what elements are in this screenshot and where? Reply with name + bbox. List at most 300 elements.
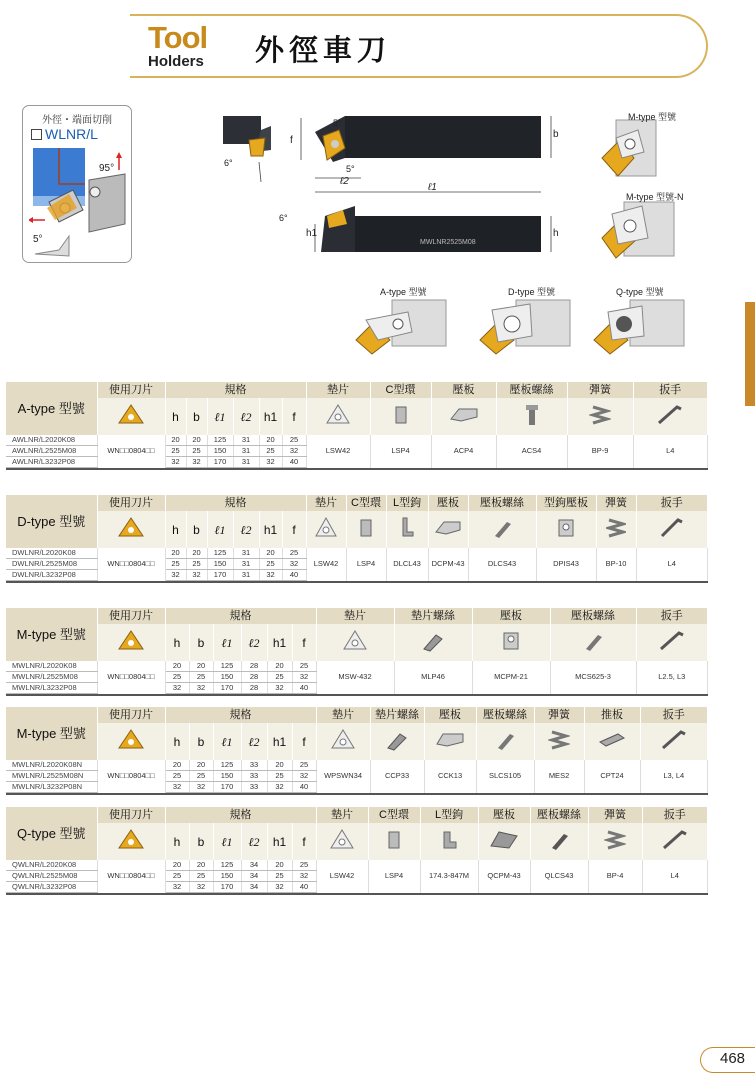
- part-code: MCS625-3: [550, 661, 636, 694]
- val: 32: [292, 672, 316, 683]
- col-part: 彈簧: [596, 495, 636, 511]
- shim-screw-icon: [370, 723, 424, 760]
- val: 125: [207, 548, 233, 559]
- val: 20: [259, 548, 282, 559]
- insert-icon: [97, 823, 165, 860]
- shim-icon: [316, 624, 394, 661]
- insert-icon: [97, 723, 165, 760]
- dim-h: h: [165, 398, 186, 435]
- dim-l1: ℓ1: [213, 624, 241, 661]
- val: 20: [165, 860, 189, 871]
- val: 33: [241, 782, 267, 793]
- clamp-icon: [424, 723, 476, 760]
- turning-diagram-icon: [29, 144, 127, 259]
- wrench-icon: [636, 511, 707, 548]
- model-code: QWLNR/L2525M08: [6, 871, 97, 882]
- val: 20: [165, 435, 186, 446]
- angle-95-label: 95°: [99, 163, 115, 174]
- table-rule: [6, 581, 708, 583]
- col-part: 壓板螺絲: [550, 608, 636, 624]
- wrench-icon: [640, 723, 707, 760]
- val: 28: [241, 661, 267, 672]
- spec-table-q-type: [6, 807, 708, 895]
- part-code: DPIS43: [536, 548, 596, 581]
- col-part: C型環: [346, 495, 386, 511]
- dim-b: b: [189, 823, 213, 860]
- col-part: 壓板螺絲: [468, 495, 536, 511]
- val: 20: [267, 760, 292, 771]
- col-part: 扳手: [636, 495, 707, 511]
- val: 32: [165, 882, 189, 893]
- val: 25: [267, 871, 292, 882]
- val: 125: [213, 661, 241, 672]
- part-code: L2.5, L3: [636, 661, 707, 694]
- part-code: CPT24: [584, 760, 640, 793]
- val: 25: [292, 860, 316, 871]
- col-spec: 規格: [165, 707, 316, 723]
- category-box: [22, 105, 132, 263]
- dim-l2: ℓ2: [241, 823, 267, 860]
- spec-table-d-type: [6, 495, 708, 583]
- dim-f: f: [292, 624, 316, 661]
- type-label: M-type 型號: [6, 707, 97, 760]
- insert-icon: [97, 511, 165, 548]
- col-part: 扳手: [636, 608, 707, 624]
- col-part: L型鉤: [420, 807, 478, 823]
- side-tab: [745, 302, 755, 406]
- val: 125: [213, 760, 241, 771]
- col-part: 彈簧: [534, 707, 584, 723]
- val: 34: [241, 871, 267, 882]
- val: 32: [186, 570, 207, 581]
- val: 25: [186, 559, 207, 570]
- shim-screw-icon: [394, 624, 472, 661]
- holder-engraving: MWLNR2525M08: [420, 239, 476, 246]
- col-insert: 使用刀片: [97, 608, 165, 624]
- table-rule: [6, 694, 708, 696]
- val: 20: [165, 760, 189, 771]
- clamp-icon: [478, 823, 530, 860]
- val: 32: [267, 882, 292, 893]
- val: 20: [267, 661, 292, 672]
- callout-q-type: Q-type 型號: [616, 287, 664, 297]
- part-code: WPSWN34: [316, 760, 370, 793]
- insert-code: WN□□0804□□: [97, 548, 165, 581]
- dim-l1: ℓ1: [213, 723, 241, 760]
- val: 32: [165, 570, 186, 581]
- col-part: 扳手: [633, 382, 707, 398]
- dim-f: f: [292, 823, 316, 860]
- val: 20: [165, 661, 189, 672]
- val: 25: [165, 446, 186, 457]
- type-label: A-type 型號: [6, 382, 97, 435]
- col-insert: 使用刀片: [97, 707, 165, 723]
- val: 20: [186, 548, 207, 559]
- val: 20: [189, 760, 213, 771]
- part-code: SLCS105: [476, 760, 534, 793]
- val: 32: [259, 457, 282, 468]
- part-code: BP-10: [596, 548, 636, 581]
- clamp-screw-icon: [476, 723, 534, 760]
- val: 170: [207, 570, 233, 581]
- category-code-text: WLNR/L: [45, 126, 98, 142]
- c-ring-icon: [346, 511, 386, 548]
- part-code: ACP4: [431, 435, 496, 468]
- dim-f: f: [282, 398, 306, 435]
- val: 170: [213, 683, 241, 694]
- col-part: 扳手: [640, 707, 707, 723]
- val: 25: [165, 871, 189, 882]
- dim-h1: h1: [267, 624, 292, 661]
- dim-f: f: [292, 723, 316, 760]
- val: 33: [241, 760, 267, 771]
- shim-icon: [316, 723, 370, 760]
- val: 25: [267, 672, 292, 683]
- callout-m-type-n: M-type 型號-N: [626, 192, 684, 202]
- val: 125: [207, 435, 233, 446]
- val: 32: [186, 457, 207, 468]
- dim-h1: h1: [267, 823, 292, 860]
- holder-dimension-drawing: [215, 100, 575, 270]
- col-part: 壓板螺絲: [530, 807, 588, 823]
- callout-m-type: M-type 型號: [628, 112, 677, 122]
- model-code: MWLNR/L2525M08N: [6, 771, 97, 782]
- val: 20: [165, 548, 186, 559]
- shim-icon: [316, 823, 368, 860]
- dim-h1-label: h1: [306, 228, 318, 239]
- val: 32: [282, 559, 306, 570]
- table-rule: [6, 893, 708, 895]
- part-code: QLCS43: [530, 860, 588, 893]
- category-caption: 外徑・端面切削: [42, 115, 112, 126]
- part-code: MCPM-21: [472, 661, 550, 694]
- checkbox-icon: [31, 129, 42, 140]
- col-part: 彈簧: [588, 807, 642, 823]
- val: 20: [189, 860, 213, 871]
- push-plate-icon: [584, 723, 640, 760]
- val: 32: [165, 782, 189, 793]
- dim-l2: ℓ2: [233, 398, 259, 435]
- dim-l1-label: ℓ1: [428, 182, 437, 193]
- brand-tool: Tool: [148, 20, 208, 55]
- clamp-screw-icon: [468, 511, 536, 548]
- col-part: 扳手: [642, 807, 707, 823]
- col-part: C型環: [370, 382, 431, 398]
- callout-d-type: D-type 型號: [508, 287, 556, 297]
- part-code: 174.3-847M: [420, 860, 478, 893]
- val: 32: [267, 782, 292, 793]
- col-part: 壓板螺絲: [496, 382, 567, 398]
- dim-h: h: [165, 723, 189, 760]
- part-code: L4: [633, 435, 707, 468]
- val: 31: [233, 570, 259, 581]
- val: 25: [189, 672, 213, 683]
- model-code: DWLNR/L3232P08: [6, 570, 97, 581]
- shim-icon: [306, 398, 370, 435]
- part-code: ACS4: [496, 435, 567, 468]
- dim-b: b: [189, 624, 213, 661]
- val: 150: [207, 446, 233, 457]
- part-code: CCP33: [370, 760, 424, 793]
- insert-code: WN□□0804□□: [97, 435, 165, 468]
- val: 40: [282, 457, 306, 468]
- model-code: DWLNR/L2525M08: [6, 559, 97, 570]
- model-code: AWLNR/L3232P08: [6, 457, 97, 468]
- val: 31: [233, 548, 259, 559]
- val: 150: [213, 871, 241, 882]
- model-code: QWLNR/L3232P08: [6, 882, 97, 893]
- spring-icon: [588, 823, 642, 860]
- col-insert: 使用刀片: [97, 495, 165, 511]
- l-hook-icon: [420, 823, 478, 860]
- val: 25: [189, 771, 213, 782]
- diag-6deg-a: 6°: [224, 158, 233, 168]
- val: 32: [189, 782, 213, 793]
- diag-6deg-b: 6°: [279, 213, 288, 223]
- type-label: D-type 型號: [6, 495, 97, 548]
- val: 25: [165, 672, 189, 683]
- dim-l1: ℓ1: [207, 398, 233, 435]
- col-part: 墊片螺絲: [370, 707, 424, 723]
- dim-h: h: [165, 823, 189, 860]
- dim-h: h: [165, 624, 189, 661]
- dim-h-label: h: [553, 228, 559, 239]
- col-part: 壓板: [431, 382, 496, 398]
- clamp-icon: [472, 624, 550, 661]
- val: 40: [282, 570, 306, 581]
- val: 125: [213, 860, 241, 871]
- col-part: 墊片螺絲: [394, 608, 472, 624]
- model-code: MWLNR/L2020K08: [6, 661, 97, 672]
- col-part: C型環: [368, 807, 420, 823]
- part-code: LSP4: [370, 435, 431, 468]
- val: 31: [233, 435, 259, 446]
- shim-icon: [306, 511, 346, 548]
- col-part: 墊片: [306, 382, 370, 398]
- val: 25: [259, 559, 282, 570]
- dim-h1: h1: [259, 398, 282, 435]
- val: 150: [213, 771, 241, 782]
- part-code: CCK13: [424, 760, 476, 793]
- insert-code: WN□□0804□□: [97, 661, 165, 694]
- c-ring-icon: [368, 823, 420, 860]
- header-frame: [130, 14, 708, 78]
- dim-h1: h1: [267, 723, 292, 760]
- part-code: LSW42: [306, 435, 370, 468]
- val: 25: [292, 760, 316, 771]
- part-code: DCPM-43: [428, 548, 468, 581]
- part-code: MES2: [534, 760, 584, 793]
- col-insert: 使用刀片: [97, 382, 165, 398]
- d-type-callout-icon: [476, 296, 572, 356]
- dim-b: b: [189, 723, 213, 760]
- part-code: QCPM-43: [478, 860, 530, 893]
- insert-icon: [97, 624, 165, 661]
- dim-b: b: [186, 511, 207, 548]
- val: 32: [189, 683, 213, 694]
- val: 25: [292, 661, 316, 672]
- dim-l1: ℓ1: [207, 511, 233, 548]
- val: 32: [165, 457, 186, 468]
- val: 32: [282, 446, 306, 457]
- val: 40: [292, 782, 316, 793]
- spring-icon: [596, 511, 636, 548]
- col-part: 墊片: [316, 608, 394, 624]
- col-part: 推板: [584, 707, 640, 723]
- model-code: MWLNR/L2020K08N: [6, 760, 97, 771]
- dim-l2: ℓ2: [241, 723, 267, 760]
- col-part: 壓板: [472, 608, 550, 624]
- dim-h1: h1: [259, 511, 282, 548]
- val: 32: [292, 771, 316, 782]
- model-code: MWLNR/L2525M08: [6, 672, 97, 683]
- part-code: L4: [642, 860, 707, 893]
- col-part: L型鉤: [386, 495, 428, 511]
- val: 40: [292, 683, 316, 694]
- col-spec: 規格: [165, 608, 316, 624]
- col-part: 墊片: [306, 495, 346, 511]
- val: 40: [292, 882, 316, 893]
- model-code: AWLNR/L2020K08: [6, 435, 97, 446]
- dim-l2: ℓ2: [233, 511, 259, 548]
- part-code: LSW42: [306, 548, 346, 581]
- part-code: MSW-432: [316, 661, 394, 694]
- val: 20: [267, 860, 292, 871]
- model-code: MWLNR/L3232P08: [6, 683, 97, 694]
- wrench-icon: [633, 398, 707, 435]
- val: 150: [213, 672, 241, 683]
- val: 20: [259, 435, 282, 446]
- dim-f-label: f: [290, 135, 293, 146]
- part-code: DLCL43: [386, 548, 428, 581]
- clamp-icon: [428, 511, 468, 548]
- model-code: DWLNR/L2020K08: [6, 548, 97, 559]
- l-hook-icon: [386, 511, 428, 548]
- val: 31: [233, 457, 259, 468]
- part-code: LSW42: [316, 860, 368, 893]
- dim-l1: ℓ1: [213, 823, 241, 860]
- val: 20: [186, 435, 207, 446]
- dim-h: h: [165, 511, 186, 548]
- spec-table-m-type: [6, 608, 708, 696]
- part-code: BP-4: [588, 860, 642, 893]
- table-rule: [6, 793, 708, 795]
- spring-icon: [567, 398, 633, 435]
- page-title: 外徑車刀: [255, 33, 392, 67]
- val: 32: [267, 683, 292, 694]
- dim-l2-label: ℓ2: [340, 176, 349, 187]
- part-code: MLP46: [394, 661, 472, 694]
- col-part: 壓板: [424, 707, 476, 723]
- insert-code: WN□□0804□□: [97, 760, 165, 793]
- spring-icon: [534, 723, 584, 760]
- category-code: [31, 126, 98, 142]
- model-code: MWLNR/L3232P08N: [6, 782, 97, 793]
- table-rule: [6, 468, 708, 470]
- dim-f: f: [282, 511, 306, 548]
- clamp-screw-icon: [530, 823, 588, 860]
- val: 25: [282, 435, 306, 446]
- col-part: 型鉤壓板: [536, 495, 596, 511]
- val: 33: [241, 771, 267, 782]
- val: 31: [233, 446, 259, 457]
- part-code: DLCS43: [468, 548, 536, 581]
- val: 170: [207, 457, 233, 468]
- val: 25: [282, 548, 306, 559]
- val: 150: [207, 559, 233, 570]
- a-type-callout-icon: [352, 296, 448, 356]
- m-type-callout-icon: [598, 118, 658, 178]
- type-label: Q-type 型號: [6, 807, 97, 860]
- val: 25: [259, 446, 282, 457]
- part-code: L4: [636, 548, 707, 581]
- val: 34: [241, 882, 267, 893]
- page-number: 468: [720, 1050, 746, 1067]
- clamp-icon: [431, 398, 496, 435]
- c-ring-icon: [370, 398, 431, 435]
- col-part: 墊片: [316, 707, 370, 723]
- val: 170: [213, 882, 241, 893]
- val: 25: [186, 446, 207, 457]
- col-spec: 規格: [165, 807, 316, 823]
- val: 25: [189, 871, 213, 882]
- spec-table-m-type-n: [6, 707, 708, 795]
- insert-icon: [97, 398, 165, 435]
- val: 25: [165, 771, 189, 782]
- col-spec: 規格: [165, 495, 306, 511]
- m-type-n-callout-icon: [598, 198, 678, 260]
- val: 25: [267, 771, 292, 782]
- val: 34: [241, 860, 267, 871]
- part-code: L3, L4: [640, 760, 707, 793]
- col-insert: 使用刀片: [97, 807, 165, 823]
- dim-l2: ℓ2: [241, 624, 267, 661]
- val: 32: [259, 570, 282, 581]
- clamp-screw-icon: [550, 624, 636, 661]
- part-code: BP-9: [567, 435, 633, 468]
- part-code: LSP4: [346, 548, 386, 581]
- col-part: 壓板: [478, 807, 530, 823]
- col-part: 墊片: [316, 807, 368, 823]
- angle-5-label: 5°: [33, 234, 43, 245]
- model-code: QWLNR/L2020K08: [6, 860, 97, 871]
- part-code: LSP4: [368, 860, 420, 893]
- diag-5deg-a: 5°: [333, 118, 342, 128]
- val: 31: [233, 559, 259, 570]
- clamp-screw-icon: [496, 398, 567, 435]
- wrench-icon: [636, 624, 707, 661]
- col-part: 壓板螺絲: [476, 707, 534, 723]
- col-spec: 規格: [165, 382, 306, 398]
- val: 32: [189, 882, 213, 893]
- dim-b: b: [186, 398, 207, 435]
- model-code: AWLNR/L2525M08: [6, 446, 97, 457]
- callout-a-type: A-type 型號: [380, 287, 427, 297]
- spec-table-a-type: [6, 382, 708, 470]
- val: 20: [189, 661, 213, 672]
- diag-5deg-b: 5°: [346, 164, 355, 174]
- val: 32: [165, 683, 189, 694]
- val: 28: [241, 683, 267, 694]
- type-label: M-type 型號: [6, 608, 97, 661]
- dim-b-label: b: [553, 129, 559, 140]
- insert-code: WN□□0804□□: [97, 860, 165, 893]
- wrench-icon: [642, 823, 707, 860]
- col-part: 彈簧: [567, 382, 633, 398]
- hook-clamp-icon: [536, 511, 596, 548]
- col-part: 壓板: [428, 495, 468, 511]
- brand-holders: Holders: [148, 53, 204, 70]
